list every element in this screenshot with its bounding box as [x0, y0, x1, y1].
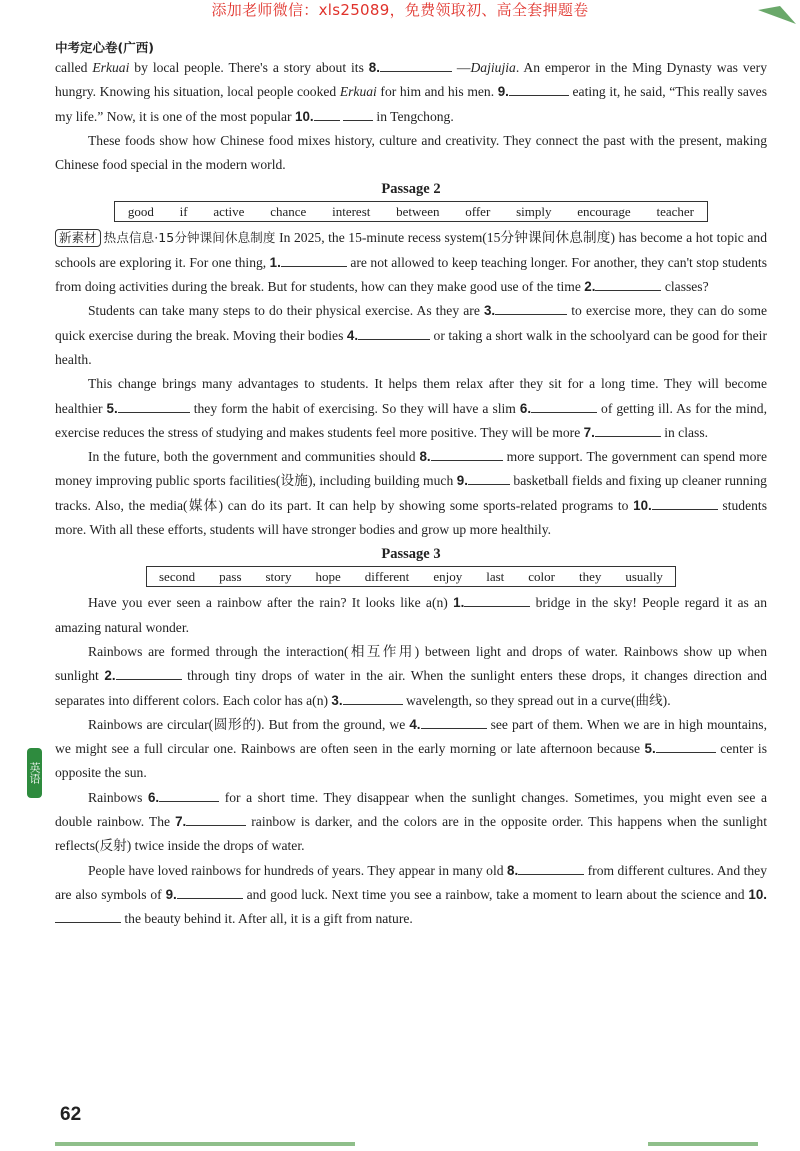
blank-p3-1[interactable]: [464, 594, 530, 607]
leaf-corner-icon: [750, 0, 800, 28]
subject-side-tab: 英语: [27, 748, 42, 798]
blank-p3-3[interactable]: [343, 692, 403, 705]
passage2-para2: Students can take many steps to do their physical exercise. As they are 3. to exercise more, they can do some quick exercise during the break. Moving their bodies 4. or taking a short walk in the schoolyard can be good for their health.: [55, 303, 767, 367]
passage1-conclusion: These foods show how Chinese food mixes history, culture and creativity. They connect the past with the present, making Chinese food special in the modern world.: [55, 132, 767, 173]
passage2-title: Passage 2: [381, 181, 441, 198]
blank-p2-6[interactable]: [531, 400, 597, 413]
blank-p2-1[interactable]: [281, 254, 347, 267]
passage1-continued: called Erkuai by local people. There's a story about its 8. —Dajiujia. An emperor in the Ming Dynasty was very hungry. Knowing his situation, local people cooked Erkuai for him and his men. 9. eating it, he said, “This really saves my life.” Now, it is one of the most popular 10. in Tengchong.: [55, 60, 767, 124]
blank-p2-3[interactable]: [495, 302, 567, 315]
blank-p3-7[interactable]: [186, 813, 246, 826]
blank-p2-4[interactable]: [358, 327, 430, 340]
passage3-para4: Rainbows 6. for a short time. They disappear when the sunlight changes. Sometimes, you might even see a double rainbow. The 7. rainbow is darker, and the colors are in the opposite order. This happens when the sunlight reflects(反射) twice inside the drops of water.: [55, 789, 767, 854]
exam-series-label: 中考定心卷(广西): [55, 40, 154, 55]
passage2-word-bank: good if active chance interest between offer simply encourage teacher: [114, 201, 708, 222]
page-content: [55, 56, 767, 932]
blank-p2-10[interactable]: [652, 497, 718, 510]
passage2-para1: 新素材 热点信息·15分钟课间休息制度 In 2025, the 15-minute recess system(15分钟课间休息制度) has become a hot topic and schools are exploring it. For one thing, 1. are not allowed to keep teaching longer. For another, they can't stop students from doing activities during the break. But for students, how can they make good use of the time 2. classes?: [55, 230, 767, 295]
blank-p3-10[interactable]: [55, 910, 121, 923]
page-number: 62: [60, 1104, 82, 1125]
blank-p2-5[interactable]: [118, 400, 190, 413]
passage2-para4: In the future, both the government and communities should 8. more support. The government can spend more money improving public sports facilities(设施), including building much 9. basketball fields and fixing up cleaner running tracks. Also, the media(媒体) can do its part. It can help by showing some sports-related programs to 10. students more. With all these efforts, students will have stronger bodies and grow up more healthily.: [55, 449, 767, 538]
blank-p3-8[interactable]: [518, 862, 584, 875]
promo-banner: 添加老师微信：xls25089，免费领取初、高全套押题卷: [211, 1, 589, 19]
passage3-para1: Have you ever seen a rainbow after the rain? It looks like a(n) 1. bridge in the sky! People regard it as an amazing natural wonder.: [55, 595, 768, 635]
new-material-tag: 新素材: [55, 229, 101, 247]
blank-p1-8[interactable]: [380, 59, 452, 72]
passage3-para3: Rainbows are circular(圆形的). But from the ground, we 4. see part of them. When we are in high mountains, we might see a full circular one. Rainbows are often seen in the early morning or late afternoon because 5. center is opposite the sun.: [55, 716, 767, 781]
blank-p1-10[interactable]: [314, 108, 340, 121]
blank-p3-6[interactable]: [159, 789, 219, 802]
blank-p3-5[interactable]: [656, 740, 716, 753]
passage3-title: Passage 3: [381, 546, 441, 563]
passage3-para2: Rainbows are formed through the interaction(相互作用) between light and drops of water. Rainbows show up when sunlight 2. through tiny drops of water in the air. When the sunlight enters these drops, it changes direction and separates into different colors. Each color has a(n) 3. wavelength, so they spread out in a curve(曲线).: [55, 643, 767, 708]
blank-p2-7[interactable]: [595, 424, 661, 437]
footer-bar-left: [55, 1142, 355, 1146]
blank-p3-2[interactable]: [116, 667, 182, 680]
passage3-para5: People have loved rainbows for hundreds of years. They appear in many old 8. from different cultures. And they are also symbols of 9. and good luck. Next time you see a rainbow, take a moment to learn about the science and 10. the beauty behind it. After all, it is a gift from nature.: [55, 862, 768, 927]
blank-p2-9[interactable]: [468, 472, 510, 485]
passage2-para3: This change brings many advantages to students. It helps them relax after they sit for a long time. They will become healthier 5. they form the habit of exercising. So they will have a slim 6. of getting ill. As for the mind, exercise reduces the stress of studying and makes students feel more positive. They will be more 7. in class.: [55, 376, 767, 440]
footer-bar-right: [648, 1142, 758, 1146]
blank-p1-9[interactable]: [509, 83, 569, 96]
blank-p3-4[interactable]: [421, 716, 487, 729]
blank-p2-2[interactable]: [595, 278, 661, 291]
passage3-word-bank: second pass story hope different enjoy last color they usually: [146, 566, 676, 587]
blank-p2-8[interactable]: [431, 448, 503, 461]
blank-p3-9[interactable]: [177, 886, 243, 899]
